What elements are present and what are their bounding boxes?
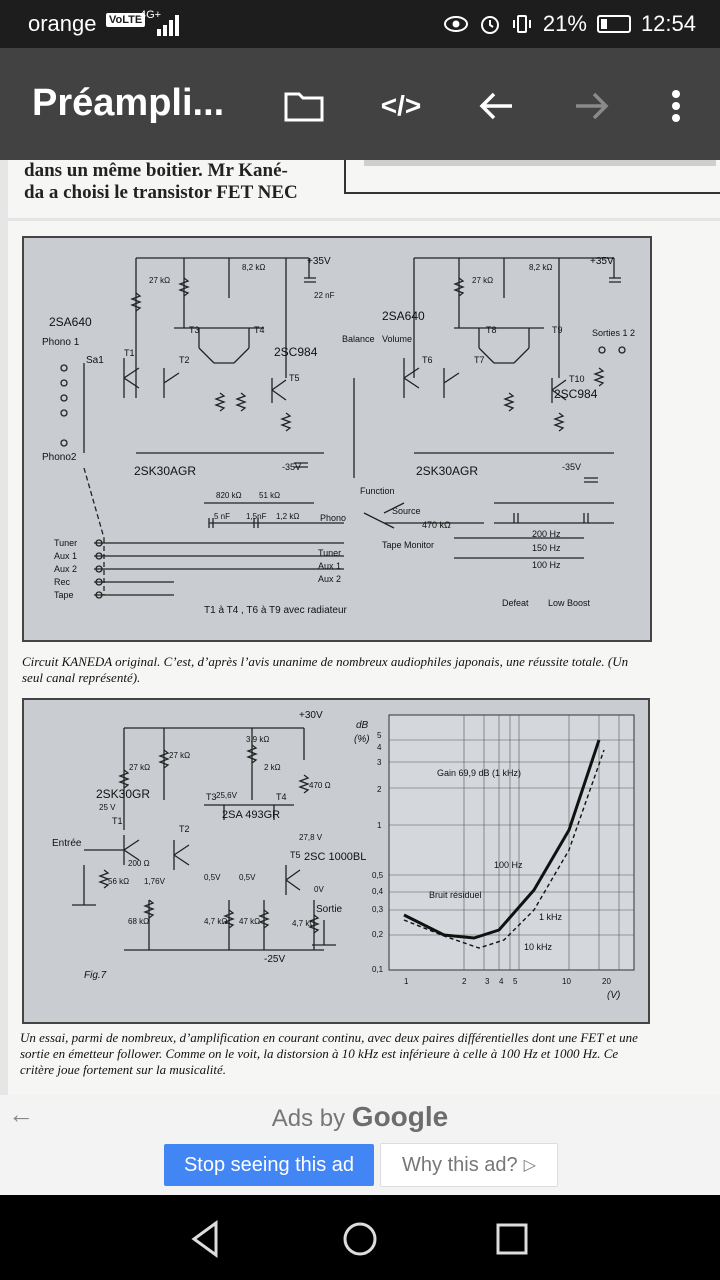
graph-xunit: (V) xyxy=(607,990,621,1001)
label-volume: Volume xyxy=(382,334,413,344)
label-t9: T9 xyxy=(552,325,563,335)
label-fig7: Fig.7 xyxy=(84,970,107,981)
label-r200: 200 Ω xyxy=(128,859,150,868)
label-r3k9: 3,9 kΩ xyxy=(246,735,270,744)
svg-text:3: 3 xyxy=(377,758,382,767)
distortion-graph xyxy=(354,715,634,1001)
caption-fig7: Un essai, parmi de nombreux, d’amplification en courant continu, avec deux paires différentielles dont une FET et une sortie en émetteur follower. Comme on le voit, la distorsion à 10 kHz est inférieure à celle à 100 Hz et 1000 Hz. Ce critère joue fortement sur la musicalité. xyxy=(20,1030,638,1077)
label-v05b: 0,5V xyxy=(239,873,256,882)
battery-percent: 21% xyxy=(542,11,587,36)
graph-1khz-label: 1 kHz xyxy=(539,912,563,922)
label-c5n: 5 nF xyxy=(214,512,231,521)
label-t8: T8 xyxy=(486,325,497,335)
label-phono: Phono xyxy=(320,513,347,523)
label-c1n5: 1,5nF xyxy=(246,512,267,521)
signal-icon xyxy=(155,14,183,36)
label-r27k: 27 kΩ xyxy=(149,276,171,285)
battery-icon xyxy=(597,15,631,33)
label-2sk30-left: 2SK30AGR xyxy=(134,464,197,478)
label-2sc984-right: 2SC984 xyxy=(554,387,598,401)
label-s2-t4: T4 xyxy=(276,792,287,802)
volte-badge: VoLTE xyxy=(106,13,145,27)
svg-text:3: 3 xyxy=(485,977,490,986)
label-r47: 4,7 kΩ xyxy=(204,917,228,926)
label-entree: Entrée xyxy=(52,838,82,849)
label-footer-radiateur: T1 à T4 , T6 à T9 avec radiateur xyxy=(204,605,347,616)
svg-text:0,1: 0,1 xyxy=(372,965,384,974)
label-r56: 56 kΩ xyxy=(108,877,130,886)
label-2sa640-left: 2SA640 xyxy=(49,315,92,329)
svg-text:4: 4 xyxy=(377,743,382,752)
more-vert-icon[interactable] xyxy=(652,82,700,130)
label-v256: 25,6V xyxy=(216,791,237,800)
forward-arrow-icon[interactable] xyxy=(568,82,616,130)
svg-text:5: 5 xyxy=(377,731,382,740)
label-s2-t5: T5 xyxy=(290,850,301,860)
svg-text:5: 5 xyxy=(513,977,518,986)
label-150hz: 150 Hz xyxy=(532,543,561,553)
label-2sc1000bl: 2SC 1000BL xyxy=(304,851,367,863)
folder-icon[interactable] xyxy=(280,82,328,130)
ad-back-arrow-icon[interactable]: ← xyxy=(8,1099,34,1129)
schematic-fig7 xyxy=(22,698,650,1024)
label-sortie: Sortie xyxy=(316,904,343,915)
label-100hz: 100 Hz xyxy=(532,560,561,570)
label-r47b: 47 kΩ xyxy=(239,917,261,926)
play-triangle-icon: ▷ xyxy=(523,1157,536,1174)
label-v35-neg: -35V xyxy=(282,462,302,472)
page-separator xyxy=(8,218,720,221)
svg-text:2: 2 xyxy=(377,785,382,794)
label-2sk30-right: 2SK30AGR xyxy=(416,464,479,478)
label-phono2: Phono2 xyxy=(42,452,77,463)
label-r51: 51 kΩ xyxy=(259,491,281,500)
label-rec: Rec xyxy=(54,577,71,587)
label-v35-right: +35V xyxy=(590,256,614,267)
stop-seeing-ad-button[interactable]: Stop seeing this ad xyxy=(164,1144,374,1186)
graph-10khz-label: 10 kHz xyxy=(524,942,553,952)
label-200hz: 200 Hz xyxy=(532,529,561,539)
why-this-ad-button[interactable]: Why this ad? ▷ xyxy=(380,1143,558,1187)
schematic-kaneda xyxy=(22,236,652,642)
nav-back-icon[interactable] xyxy=(184,1217,228,1261)
label-aux1: Aux 1 xyxy=(54,551,78,561)
graph-bruit-label: Bruit résiduel xyxy=(429,890,482,900)
label-t4: T4 xyxy=(254,325,265,335)
graph-yticks xyxy=(372,731,384,974)
svg-text:2: 2 xyxy=(462,977,467,986)
ad-banner xyxy=(0,1095,720,1195)
label-v176: 1,76V xyxy=(144,877,165,886)
label-t7: T7 xyxy=(474,355,485,365)
label-c22nf: 22 nF xyxy=(314,291,335,300)
graph-gain-label: Gain 69,9 dB (1 kHz) xyxy=(437,768,522,778)
label-t5: T5 xyxy=(289,373,300,383)
network-type: 4G+ xyxy=(140,9,162,21)
label-r27k-right: 27 kΩ xyxy=(472,276,494,285)
svg-text:1: 1 xyxy=(404,977,409,986)
label-s2-t1: T1 xyxy=(112,816,123,826)
label-t2: T2 xyxy=(179,355,190,365)
page-title: Préampli... xyxy=(32,82,225,124)
label-2sc984: 2SC984 xyxy=(274,345,318,359)
carrier-name: orange xyxy=(28,11,97,36)
label-source: Source xyxy=(392,506,421,516)
svg-text:4: 4 xyxy=(499,977,504,986)
graph-ylabel2: (%) xyxy=(354,734,370,745)
label-v05: 0,5V xyxy=(204,873,221,882)
label-r8k2-right: 8,2 kΩ xyxy=(529,263,553,272)
ads-by-google: Ads by Google xyxy=(271,1101,449,1132)
graph-ylabel: dB xyxy=(356,720,369,731)
label-tuner-bus: Tuner xyxy=(318,548,342,558)
app-toolbar xyxy=(0,48,720,160)
label-sorties: Sorties 1 2 xyxy=(592,328,636,338)
label-v0: 0V xyxy=(314,885,324,894)
svg-text:20: 20 xyxy=(602,977,611,986)
scanned-page xyxy=(8,160,720,1095)
label-t6: T6 xyxy=(422,355,433,365)
svg-text:0,5: 0,5 xyxy=(372,871,384,880)
label-t3: T3 xyxy=(189,325,200,335)
previous-paragraph: dans un même boitier. Mr Kané- da a choisi le transistor FET NEC xyxy=(24,160,298,203)
label-r1k2: 1,2 kΩ xyxy=(276,512,300,521)
label-v30: +30V xyxy=(299,710,323,721)
label-phono1: Phono 1 xyxy=(42,337,80,348)
label-v35: +35V xyxy=(307,256,331,267)
label-tuner: Tuner xyxy=(54,538,78,548)
svg-text:1: 1 xyxy=(377,821,382,830)
label-aux2-bus: Aux 2 xyxy=(318,574,342,584)
caption-kaneda: Circuit KANEDA original. C’est, d’après l’avis unanime de nombreux audiophiles japonais, une réussite totale. (Un seul canal représenté). xyxy=(22,654,629,685)
label-v278: 27,8 V xyxy=(299,833,323,842)
alarm-icon xyxy=(479,13,501,35)
label-tape-monitor: Tape Monitor xyxy=(382,540,435,550)
label-2sa640-right: 2SA640 xyxy=(382,309,425,323)
label-r27: 27 kΩ xyxy=(129,763,151,772)
label-r2k: 2 kΩ xyxy=(264,763,281,772)
code-icon[interactable]: </> xyxy=(380,90,422,121)
status-bar xyxy=(0,0,720,48)
label-r8k2: 8,2 kΩ xyxy=(242,263,266,272)
label-sa1: Sa1 xyxy=(86,355,104,366)
svg-text:10: 10 xyxy=(562,977,571,986)
document-viewer[interactable] xyxy=(0,160,720,1095)
clock: 12:54 xyxy=(640,11,696,36)
label-r27b: 27 kΩ xyxy=(169,751,191,760)
label-r68: 68 kΩ xyxy=(128,917,150,926)
google-logo: Google xyxy=(351,1101,449,1132)
svg-text:0,2: 0,2 xyxy=(372,930,384,939)
system-navigation-bar xyxy=(0,1195,720,1280)
label-tape: Tape xyxy=(54,590,74,600)
eye-icon xyxy=(443,14,469,34)
label-aux1-bus: Aux 1 xyxy=(318,561,342,571)
label-t1: T1 xyxy=(124,348,135,358)
label-r820: 820 kΩ xyxy=(216,491,242,500)
label-vm25: -25V xyxy=(264,954,286,965)
graph-100hz-label: 100 Hz xyxy=(494,860,523,870)
label-low-boost: Low Boost xyxy=(548,598,591,608)
label-2sa493gr: 2SA 493GR xyxy=(222,809,281,821)
label-470k: 470 kΩ xyxy=(422,520,451,530)
svg-text:0,3: 0,3 xyxy=(372,905,384,914)
label-function: Function xyxy=(360,486,395,496)
label-2sk30gr: 2SK30GR xyxy=(96,787,151,801)
label-r47c: 4,7 kΩ xyxy=(292,919,316,928)
label-r470: 470 Ω xyxy=(309,781,331,790)
nav-recents-icon[interactable] xyxy=(490,1217,534,1261)
nav-home-icon[interactable] xyxy=(338,1217,382,1261)
label-s2-t2: T2 xyxy=(179,824,190,834)
label-v35-neg-right: -35V xyxy=(562,462,582,472)
inset-box-bottom xyxy=(344,160,720,194)
label-s2-t3: T3 xyxy=(206,792,217,802)
label-defeat: Defeat xyxy=(502,598,529,608)
label-v25: 25 V xyxy=(99,803,116,812)
label-aux2: Aux 2 xyxy=(54,564,78,574)
label-balance: Balance xyxy=(342,334,375,344)
svg-text:0,4: 0,4 xyxy=(372,887,384,896)
back-arrow-icon[interactable] xyxy=(472,82,520,130)
vibrate-icon xyxy=(511,13,533,35)
graph-xticks xyxy=(404,977,611,986)
label-t10: T10 xyxy=(569,374,585,384)
